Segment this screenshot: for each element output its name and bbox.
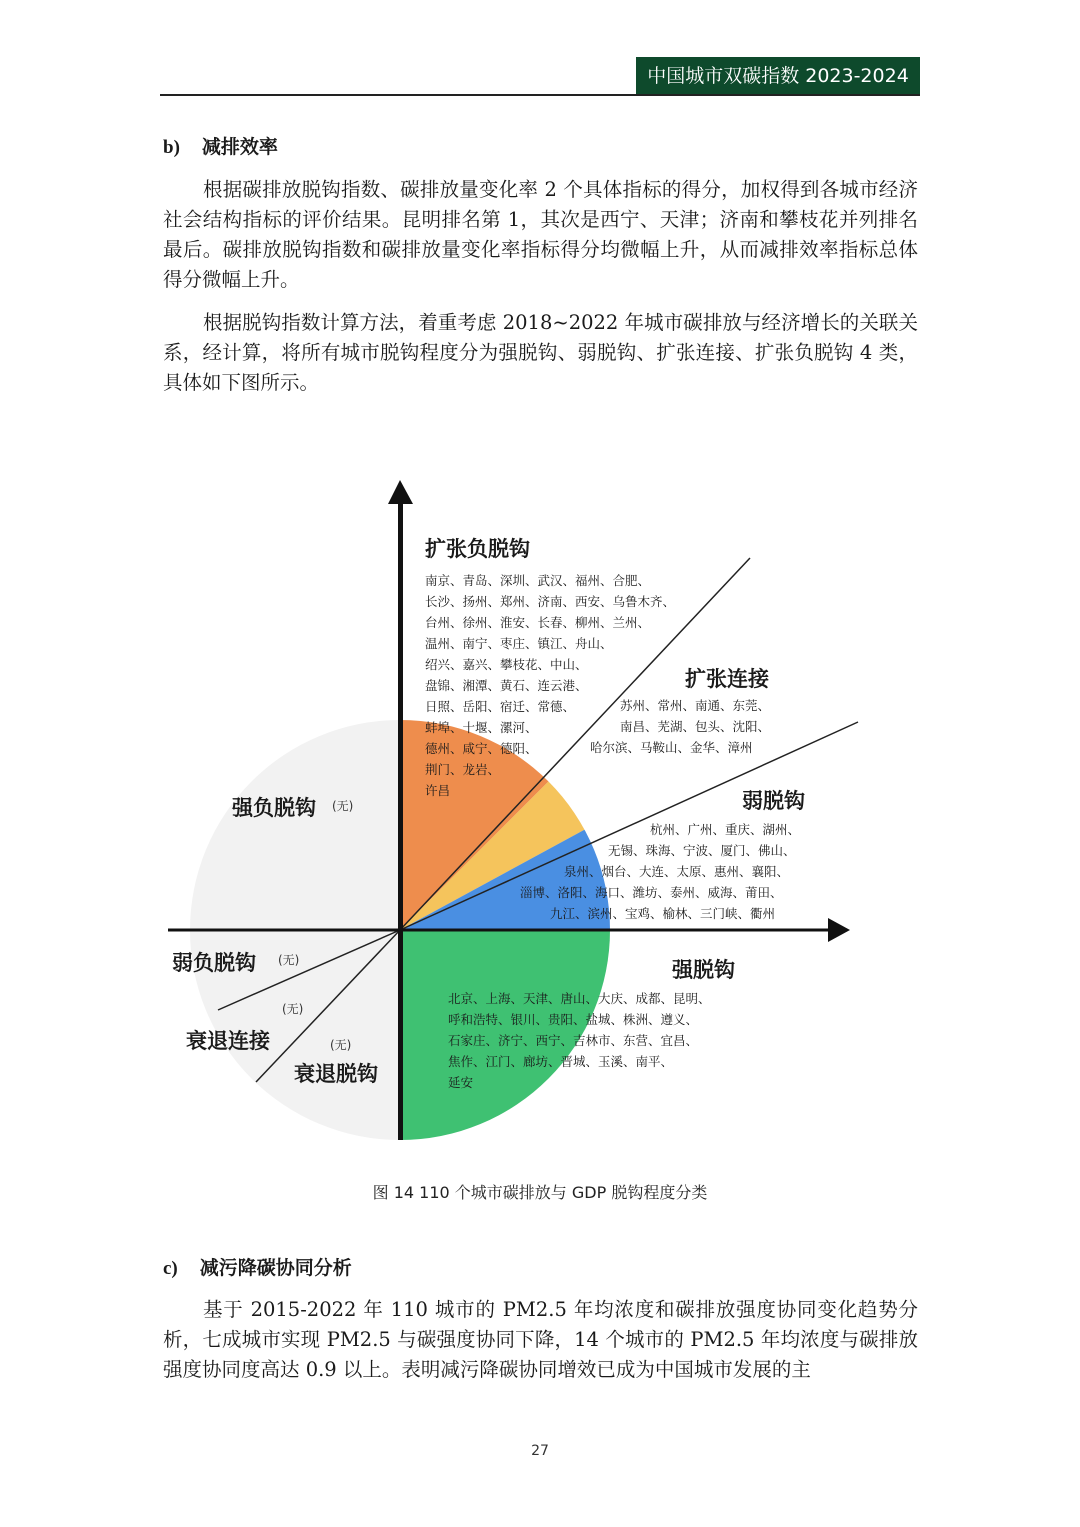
section-c-heading <box>163 1253 352 1280</box>
expansive-coupling-cities <box>590 698 774 755</box>
city-line: 蚌埠、十堰、漯河、 <box>425 720 538 735</box>
city-line: 九江、滨州、宝鸡、榆林、三门峡、衢州 <box>550 906 776 921</box>
expansive-negative-decoupling-cities <box>425 573 679 798</box>
document-header-title: 中国城市双碳指数 2023-2024 <box>636 57 920 95</box>
weak-negative-decoupling-title: 弱负脱钩 <box>172 950 256 975</box>
sector-strong-decoupling <box>400 930 860 1170</box>
figure-caption: 图 14 110 个城市碳排放与 GDP 脱钩程度分类 <box>372 1183 708 1202</box>
section-b-heading <box>163 132 278 159</box>
city-line: 南京、青岛、深圳、武汉、福州、合肥、 <box>425 573 651 588</box>
city-line: 日照、岳阳、宿迁、常德、 <box>425 699 576 714</box>
city-line: 德州、咸宁、德阳、 <box>425 741 538 756</box>
city-line: 北京、上海、天津、唐山、大庆、成都、昆明、 <box>448 991 711 1006</box>
city-line: 南昌、芜湖、包头、沈阳、 <box>620 719 771 734</box>
strong-decoupling-title: 强脱钩 <box>672 957 735 982</box>
page-number: 27 <box>531 1443 549 1459</box>
section-c-number: c) <box>163 1258 178 1279</box>
header-divider <box>160 94 920 96</box>
section-c-paragraph-1: 基于 2015-2022 年 110 城市的 PM2.5 年均浓度和碳排放强度协同变化趋势分析，七成城市实现 PM2.5 与碳强度协同下降，14 个城市的 PM2.5 年均浓度与碳排放强度协同度高达 0.9 以上。表明减污降碳协同增效已成为中国城市发展的主 <box>163 1298 918 1381</box>
decoupling-diagram <box>160 470 920 1170</box>
strong-negative-decoupling-title: 强负脱钩 <box>232 795 316 820</box>
city-line: 绍兴、嘉兴、攀枝花、中山、 <box>425 657 588 672</box>
city-line: 泉州、烟台、大连、太原、惠州、襄阳、 <box>564 864 790 879</box>
city-line: 温州、南宁、枣庄、镇江、舟山、 <box>425 636 613 651</box>
city-line: 荆门、龙岩、 <box>425 762 501 777</box>
section-b-paragraph-2: 根据脱钩指数计算方法，着重考虑 2018~2022 年城市碳排放与经济增长的关联关系，经计算，将所有城市脱钩程度分为强脱钩、弱脱钩、扩张连接、扩张负脱钩 4 类，具体如下图所示。 <box>163 311 918 394</box>
city-line: 无锡、珠海、宁波、厦门、佛山、 <box>608 843 796 858</box>
section-b-paragraph-1: 根据碳排放脱钩指数、碳排放量变化率 2 个具体指标的得分，加权得到各城市经济社会结构指标的评价结果。昆明排名第 1，其次是西宁、天津；济南和攀枝花并列排名最后。碳排放脱钩指数和碳排放量变化率指标得分均微幅上升，从而减排效率指标总体得分微幅上升。 <box>163 178 918 291</box>
weak-decoupling-title: 弱脱钩 <box>742 788 805 813</box>
city-line: 呼和浩特、银川、贵阳、盐城、株洲、遵义、 <box>448 1012 699 1027</box>
y-axis-line <box>398 498 403 1140</box>
section-c-title: 减污降碳协同分析 <box>199 1257 352 1279</box>
weak-negative-decoupling-none-tag: (无) <box>278 953 300 967</box>
city-line: 盘锦、湘潭、黄石、连云港、 <box>425 678 588 693</box>
strong-negative-decoupling-none-tag: (无) <box>332 799 354 813</box>
recessive-coupling-none-tag: (无) <box>282 1002 304 1016</box>
recessive-decoupling-none-tag: (无) <box>330 1038 352 1052</box>
expansive-negative-decoupling-title: 扩张负脱钩 <box>425 536 530 561</box>
city-line: 台州、徐州、淮安、长春、柳州、兰州、 <box>425 615 651 630</box>
city-line: 长沙、扬州、郑州、济南、西安、乌鲁木齐、 <box>425 594 676 609</box>
x-axis-arrow-icon <box>828 918 850 942</box>
section-b-title: 减排效率 <box>201 136 278 158</box>
section-b-number: b) <box>163 137 180 158</box>
city-line: 石家庄、济宁、西宁、吉林市、东营、宜昌、 <box>448 1033 699 1048</box>
city-line: 苏州、常州、南通、东莞、 <box>620 698 771 713</box>
city-line: 淄博、洛阳、海口、潍坊、泰州、威海、莆田、 <box>520 885 783 900</box>
city-line: 焦作、江门、廊坊、晋城、玉溪、南平、 <box>448 1054 674 1069</box>
y-axis-arrow-icon <box>388 480 413 504</box>
recessive-coupling-title: 衰退连接 <box>186 1028 270 1053</box>
city-line: 许昌 <box>425 783 451 798</box>
city-line: 杭州、广州、重庆、湖州、 <box>650 822 801 837</box>
expansive-coupling-title: 扩张连接 <box>685 666 769 691</box>
city-line: 延安 <box>448 1075 474 1090</box>
city-line: 哈尔滨、马鞍山、金华、漳州 <box>590 740 753 755</box>
recessive-decoupling-title: 衰退脱钩 <box>294 1061 378 1086</box>
